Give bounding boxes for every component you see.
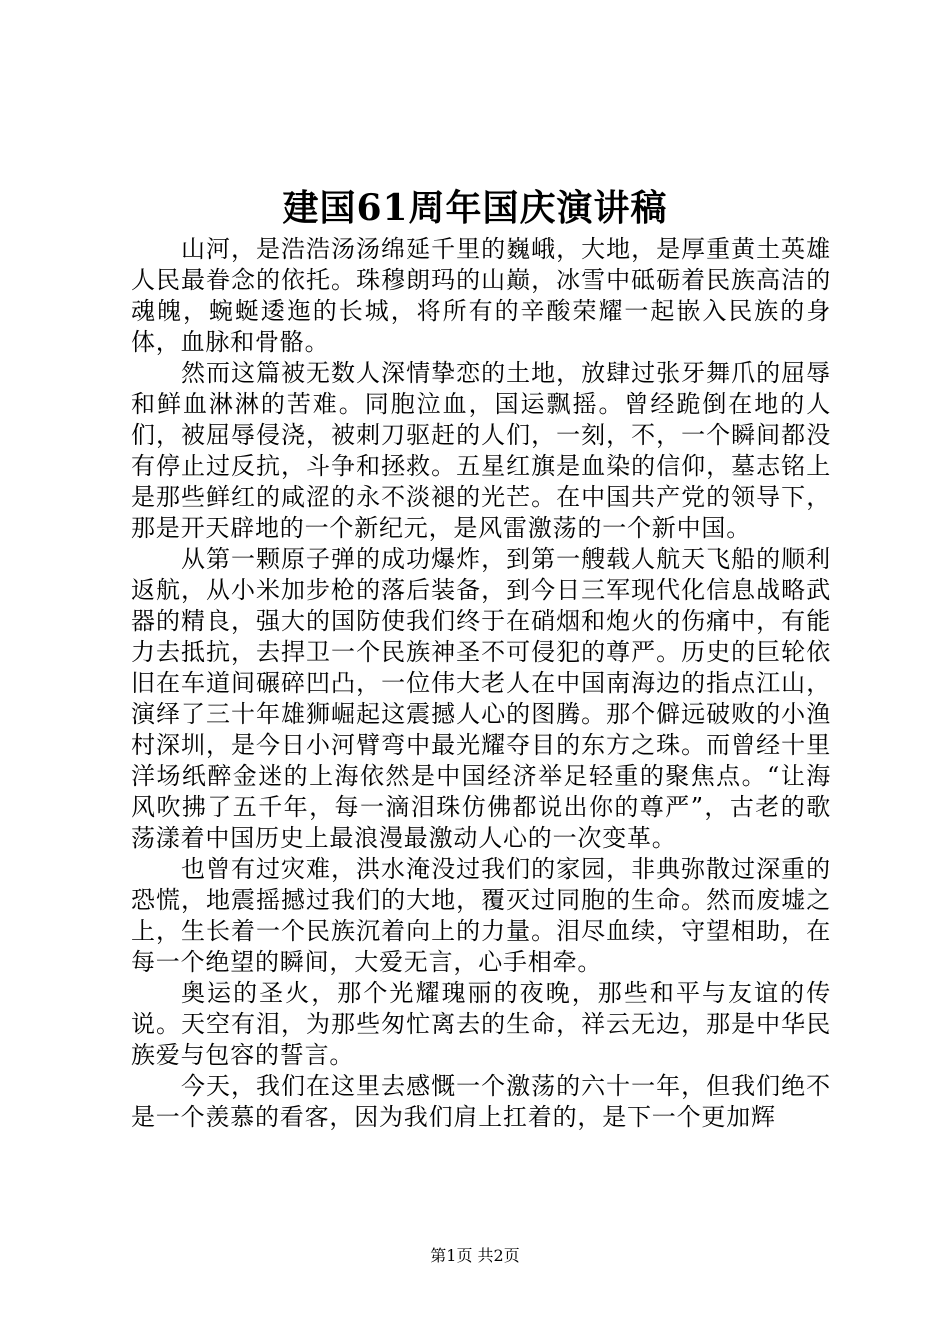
paragraph-5: 奥运的圣火，那个光耀瑰丽的夜晚，那些和平与友谊的传说。天空有泪，为那些匆忙离去的生命，祥云无边，那是中华民族爱与包容的誓言。	[131, 979, 831, 1069]
paragraph-4: 也曾有过灾难，洪水淹没过我们的家园，非典弥散过深重的恐慌，地震摇撼过我们的大地，覆灭过同胞的生命。然而废墟之上，生长着一个民族沉着向上的力量。泪尽血续，守望相助，在每一个绝望的瞬间，大爱无言，心手相牵。	[131, 855, 831, 976]
paragraph-2: 然而这篇被无数人深情挚恋的土地，放肆过张牙舞爪的屈辱和鲜血淋淋的苦难。同胞泣血，国运飘摇。曾经跪倒在地的人们，被屈辱侵浇，被刺刀驱赶的人们，一刻，不，一个瞬间都没有停止过反抗，斗争和拯救。五星红旗是血染的信仰，墓志铭上是那些鲜红的咸涩的永不淡褪的光芒。在中国共产党的领导下，那是开天辟地的一个新纪元，是风雷激荡的一个新中国。	[131, 359, 831, 542]
page-number-footer: 第1页 共2页	[430, 1246, 520, 1265]
paragraph-6: 今天，我们在这里去感慨一个激荡的六十一年，但我们绝不是一个羡慕的看客，因为我们肩上扛着的，是下一个更加辉	[131, 1072, 831, 1131]
paragraph-3: 从第一颗原子弹的成功爆炸，到第一艘载人航天飞船的顺利返航，从小米加步枪的落后装备，到今日三军现代化信息战略武器的精良，强大的国防使我们终于在硝烟和炮火的伤痛中，有能力去抵抗，去捍卫一个民族神圣不可侵犯的尊严。历史的巨轮依旧在车道间碾碎凹凸，一位伟大老人在中国南海边的指点江山，演绎了三十年雄狮崛起这震撼人心的图腾。那个僻远破败的小渔村深圳，是今日小河臂弯中最光耀夺目的东方之珠。而曾经十里洋场纸醉金迷的上海依然是中国经济举足轻重的聚焦点。“让海风吹拂了五千年，每一滴泪珠仿佛都说出你的尊严”，古老的歌荡漾着中国历史上最浪漫最激动人心的一次变革。	[131, 545, 831, 852]
document-title: 建国61周年国庆演讲稿	[282, 187, 668, 229]
paragraph-1: 山河，是浩浩汤汤绵延千里的巍峨，大地，是厚重黄土英雄人民最眷念的依托。珠穆朗玛的山巅，冰雪中砥砺着民族高洁的魂魄，蜿蜒逶迤的长城，将所有的辛酸荣耀一起嵌入民族的身体，血脉和骨骼。	[131, 235, 831, 356]
document-body	[131, 234, 831, 1133]
